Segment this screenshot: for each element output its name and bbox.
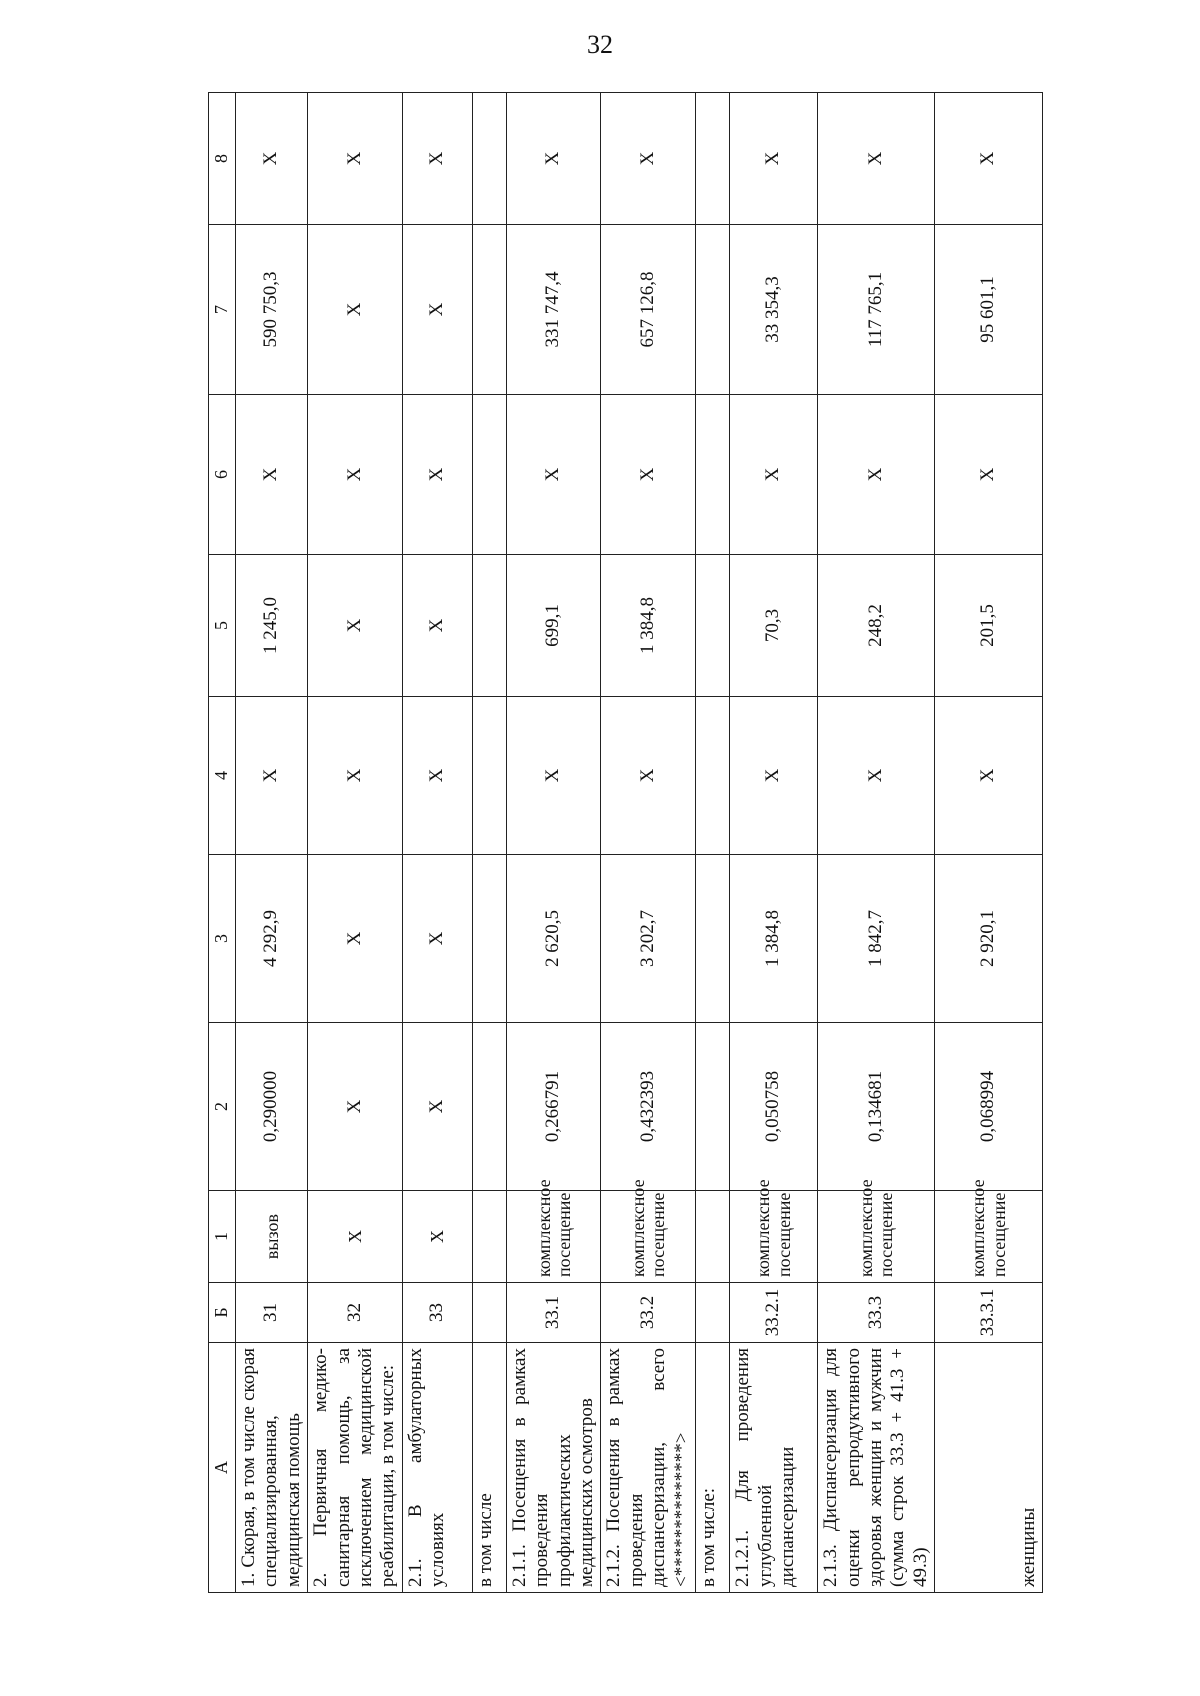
cell-col-4: Х bbox=[506, 697, 601, 855]
row-code: 33.2.1 bbox=[730, 1283, 818, 1343]
cell-col-5: Х bbox=[402, 555, 472, 697]
cell-col-6: Х bbox=[730, 395, 818, 555]
cell-col-3: 2 920,1 bbox=[935, 855, 1043, 1023]
row-name: 2.1.3. Диспансеризация для оценки репродуктивного здоровья женщин и мужчин (сумма строк 33.3 + 41.3 + 49.3) bbox=[818, 1343, 935, 1593]
cell-col-7: Х bbox=[402, 225, 472, 395]
header-cell: 4 bbox=[209, 697, 236, 855]
cell-col-5: Х bbox=[308, 555, 403, 697]
table-row bbox=[506, 93, 601, 1593]
table-row bbox=[472, 93, 506, 1593]
row-code: 33.1 bbox=[506, 1283, 601, 1343]
header-cell: 7 bbox=[209, 225, 236, 395]
cell-col-8: Х bbox=[730, 93, 818, 225]
cell-col-2 bbox=[472, 1023, 506, 1191]
row-name: 2.1.1. Посещения в рамках проведения профилактических медицинских осмотров bbox=[506, 1343, 601, 1593]
row-code: 33.3.1 bbox=[935, 1283, 1043, 1343]
row-unit: Х bbox=[308, 1191, 403, 1283]
cell-col-6: Х bbox=[236, 395, 308, 555]
cell-col-7: 95 601,1 bbox=[935, 225, 1043, 395]
cell-col-5: 70,3 bbox=[730, 555, 818, 697]
row-name: в том числе bbox=[472, 1343, 506, 1593]
cell-col-2: 0,050758 bbox=[730, 1023, 818, 1191]
cell-col-8 bbox=[696, 93, 730, 225]
row-unit bbox=[472, 1191, 506, 1283]
cell-col-6: Х bbox=[402, 395, 472, 555]
table-row bbox=[402, 93, 472, 1593]
cell-col-2: 0,290000 bbox=[236, 1023, 308, 1191]
rotated-table-container bbox=[208, 93, 1108, 1593]
row-unit: комплексное посещение bbox=[730, 1191, 818, 1283]
cell-col-8: Х bbox=[308, 93, 403, 225]
table-row bbox=[696, 93, 730, 1593]
cell-col-8: Х bbox=[402, 93, 472, 225]
cell-col-4: Х bbox=[308, 697, 403, 855]
table-row bbox=[236, 93, 308, 1593]
cell-col-2: Х bbox=[402, 1023, 472, 1191]
cell-col-2: 0,266791 bbox=[506, 1023, 601, 1191]
header-row bbox=[209, 93, 236, 1593]
table-row bbox=[935, 93, 1043, 1593]
cell-col-8: Х bbox=[601, 93, 696, 225]
header-cell: 3 bbox=[209, 855, 236, 1023]
cell-col-2 bbox=[696, 1023, 730, 1191]
cell-col-6: Х bbox=[935, 395, 1043, 555]
header-cell: 1 bbox=[209, 1191, 236, 1283]
cell-col-5: 201,5 bbox=[935, 555, 1043, 697]
cell-col-4: Х bbox=[236, 697, 308, 855]
cell-col-4: Х bbox=[935, 697, 1043, 855]
row-code: 31 bbox=[236, 1283, 308, 1343]
cell-col-5: 248,2 bbox=[818, 555, 935, 697]
row-unit: комплексное посещение bbox=[506, 1191, 601, 1283]
cell-col-4: Х bbox=[402, 697, 472, 855]
cell-col-4 bbox=[696, 697, 730, 855]
cell-col-3: 2 620,5 bbox=[506, 855, 601, 1023]
cell-col-6: Х bbox=[506, 395, 601, 555]
row-name: 2.1. В амбулаторных условиях bbox=[402, 1343, 472, 1593]
row-unit: вызов bbox=[236, 1191, 308, 1283]
cell-col-4 bbox=[472, 697, 506, 855]
cell-col-7: Х bbox=[308, 225, 403, 395]
cell-col-8: Х bbox=[506, 93, 601, 225]
table-row bbox=[818, 93, 935, 1593]
cell-col-3 bbox=[472, 855, 506, 1023]
header-cell: Б bbox=[209, 1283, 236, 1343]
cell-col-3: 4 292,9 bbox=[236, 855, 308, 1023]
cell-col-7: 117 765,1 bbox=[818, 225, 935, 395]
table-row bbox=[601, 93, 696, 1593]
header-cell: 5 bbox=[209, 555, 236, 697]
cell-col-5: 1 384,8 bbox=[601, 555, 696, 697]
cell-col-7: 590 750,3 bbox=[236, 225, 308, 395]
medical-care-table bbox=[208, 92, 1043, 1593]
header-cell: А bbox=[209, 1343, 236, 1593]
cell-col-4: Х bbox=[601, 697, 696, 855]
cell-col-6 bbox=[696, 395, 730, 555]
cell-col-8: Х bbox=[818, 93, 935, 225]
cell-col-3: Х bbox=[402, 855, 472, 1023]
row-unit: комплексное посещение bbox=[935, 1191, 1043, 1283]
row-unit bbox=[696, 1191, 730, 1283]
cell-col-4: Х bbox=[818, 697, 935, 855]
row-name: 1. Скорая, в том числе скорая специализированная, медицинская помощь bbox=[236, 1343, 308, 1593]
row-name: 2.1.2. Посещения в рамках проведения диспансеризации, всего <**************> bbox=[601, 1343, 696, 1593]
cell-col-7: 331 747,4 bbox=[506, 225, 601, 395]
page-number: 32 bbox=[587, 30, 613, 59]
cell-col-8: Х bbox=[935, 93, 1043, 225]
row-code bbox=[472, 1283, 506, 1343]
cell-col-5 bbox=[696, 555, 730, 697]
cell-col-3 bbox=[696, 855, 730, 1023]
row-unit: комплексное посещение bbox=[818, 1191, 935, 1283]
cell-col-7: 657 126,8 bbox=[601, 225, 696, 395]
table-row bbox=[730, 93, 818, 1593]
cell-col-7: 33 354,3 bbox=[730, 225, 818, 395]
row-name: 2. Первичная медико-санитарная помощь, за исключением медицинской реабилитации, в том числе: bbox=[308, 1343, 403, 1593]
cell-col-6: Х bbox=[601, 395, 696, 555]
row-name: в том числе: bbox=[696, 1343, 730, 1593]
cell-col-2: 0,134681 bbox=[818, 1023, 935, 1191]
cell-col-8 bbox=[472, 93, 506, 225]
row-unit: Х bbox=[402, 1191, 472, 1283]
cell-col-4: Х bbox=[730, 697, 818, 855]
cell-col-8: Х bbox=[236, 93, 308, 225]
row-unit: комплексное посещение bbox=[601, 1191, 696, 1283]
cell-col-5 bbox=[472, 555, 506, 697]
cell-col-7 bbox=[696, 225, 730, 395]
table-row bbox=[308, 93, 403, 1593]
row-name: 2.1.2.1. Для проведения углубленной диспансеризации bbox=[730, 1343, 818, 1593]
row-name: женщины bbox=[935, 1343, 1043, 1593]
cell-col-7 bbox=[472, 225, 506, 395]
cell-col-5: 1 245,0 bbox=[236, 555, 308, 697]
cell-col-6: Х bbox=[308, 395, 403, 555]
cell-col-2: 0,068994 bbox=[935, 1023, 1043, 1191]
row-code: 33.3 bbox=[818, 1283, 935, 1343]
cell-col-3: 1 384,8 bbox=[730, 855, 818, 1023]
row-code: 32 bbox=[308, 1283, 403, 1343]
row-code: 33 bbox=[402, 1283, 472, 1343]
cell-col-2: Х bbox=[308, 1023, 403, 1191]
header-cell: 6 bbox=[209, 395, 236, 555]
cell-col-5: 699,1 bbox=[506, 555, 601, 697]
cell-col-6: Х bbox=[818, 395, 935, 555]
header-cell: 2 bbox=[209, 1023, 236, 1191]
row-code bbox=[696, 1283, 730, 1343]
cell-col-6 bbox=[472, 395, 506, 555]
header-cell: 8 bbox=[209, 93, 236, 225]
cell-col-2: 0,432393 bbox=[601, 1023, 696, 1191]
cell-col-3: 3 202,7 bbox=[601, 855, 696, 1023]
cell-col-3: 1 842,7 bbox=[818, 855, 935, 1023]
cell-col-3: Х bbox=[308, 855, 403, 1023]
row-code: 33.2 bbox=[601, 1283, 696, 1343]
